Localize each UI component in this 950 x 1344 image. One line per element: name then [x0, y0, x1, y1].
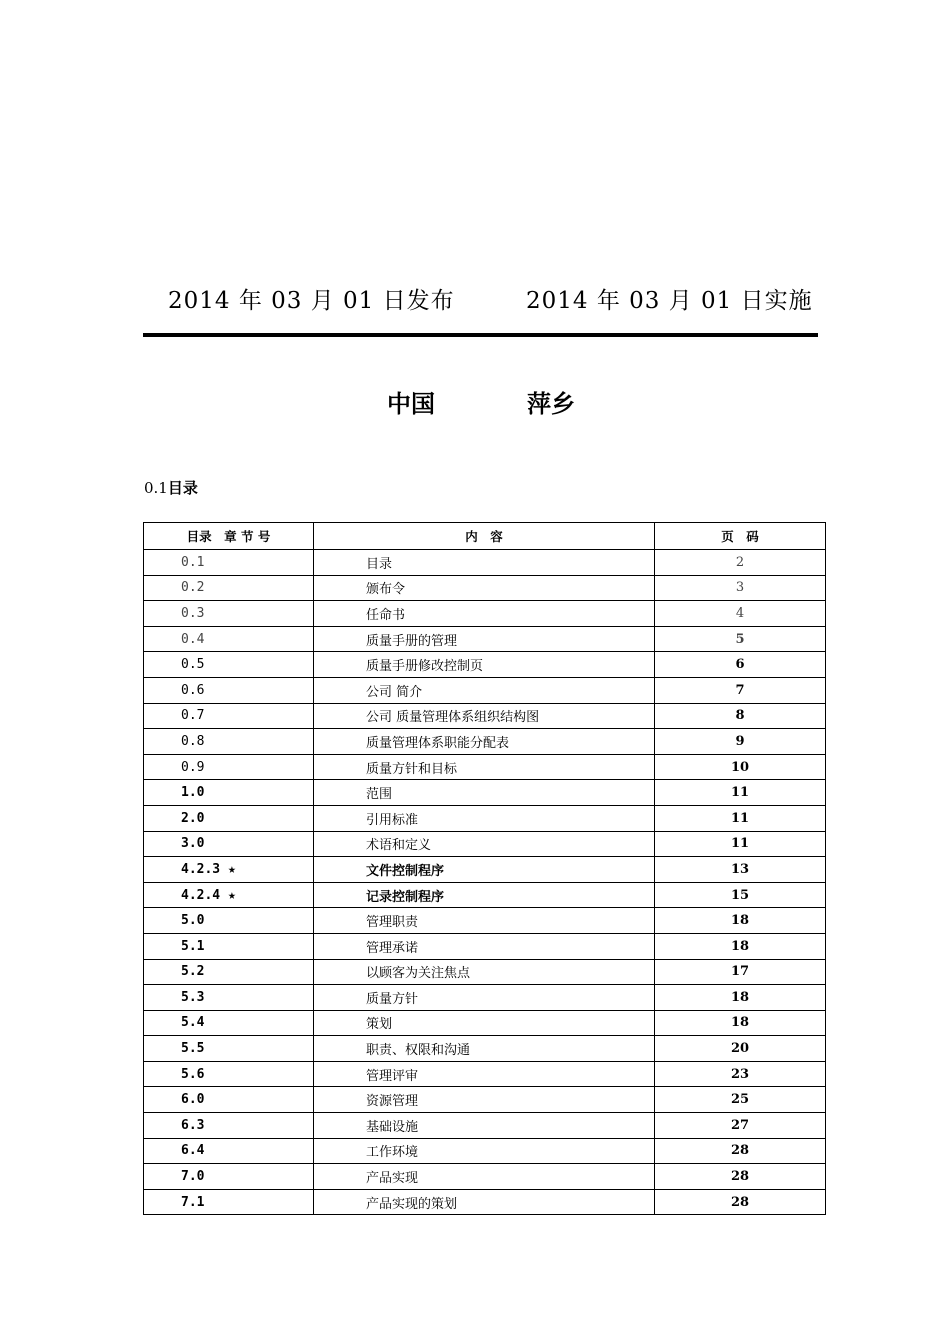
table-row — [144, 1036, 826, 1062]
row-page: 28 — [655, 1138, 826, 1164]
row-page: 10 — [655, 754, 826, 780]
row-content: 职责、权限和沟通 — [314, 1036, 655, 1062]
table-row — [144, 1087, 826, 1113]
row-section: 0.1 — [144, 550, 314, 576]
row-page: 28 — [655, 1164, 826, 1190]
row-content: 策划 — [314, 1010, 655, 1036]
row-page: 18 — [655, 933, 826, 959]
row-content: 公司 质量管理体系组织结构图 — [314, 703, 655, 729]
row-section: 7.0 — [144, 1164, 314, 1190]
section-number: 0.1 — [144, 479, 168, 497]
row-page: 18 — [655, 1010, 826, 1036]
row-page: 25 — [655, 1087, 826, 1113]
table-row — [144, 575, 826, 601]
row-page: 15 — [655, 882, 826, 908]
row-page: 5 — [655, 626, 826, 652]
row-page: 9 — [655, 729, 826, 755]
row-page: 6 — [655, 652, 826, 678]
row-page: 11 — [655, 831, 826, 857]
row-content: 质量方针 — [314, 985, 655, 1011]
table-row — [144, 959, 826, 985]
row-section: 5.4 — [144, 1010, 314, 1036]
row-page: 20 — [655, 1036, 826, 1062]
row-content: 以顾客为关注焦点 — [314, 959, 655, 985]
row-section: 0.4 — [144, 626, 314, 652]
row-page: 18 — [655, 908, 826, 934]
row-page: 23 — [655, 1061, 826, 1087]
row-content: 管理评审 — [314, 1061, 655, 1087]
row-page: 28 — [655, 1189, 826, 1215]
row-section: 0.9 — [144, 754, 314, 780]
table-row — [144, 550, 826, 576]
row-page: 11 — [655, 805, 826, 831]
table-row — [144, 754, 826, 780]
row-section: 7.1 — [144, 1189, 314, 1215]
row-content: 质量管理体系职能分配表 — [314, 729, 655, 755]
row-content: 产品实现的策划 — [314, 1189, 655, 1215]
table-row — [144, 985, 826, 1011]
header-section: 目录 章 节 号 — [144, 523, 314, 550]
table-row — [144, 780, 826, 806]
row-content: 公司 简介 — [314, 677, 655, 703]
table-body — [144, 550, 826, 1215]
table-row — [144, 601, 826, 627]
section-title: 目录 — [167, 479, 198, 497]
row-section: 5.2 — [144, 959, 314, 985]
row-page: 7 — [655, 677, 826, 703]
row-content: 质量手册修改控制页 — [314, 652, 655, 678]
table-row — [144, 1138, 826, 1164]
row-content: 管理承诺 — [314, 933, 655, 959]
row-page: 4 — [655, 601, 826, 627]
row-content: 质量方针和目标 — [314, 754, 655, 780]
row-content: 管理职责 — [314, 908, 655, 934]
table-header-row — [144, 523, 826, 550]
row-section: 5.0 — [144, 908, 314, 934]
row-section: 5.6 — [144, 1061, 314, 1087]
row-page: 17 — [655, 959, 826, 985]
table-row — [144, 1189, 826, 1215]
table-row — [144, 1010, 826, 1036]
table-row — [144, 1061, 826, 1087]
row-content: 目录 — [314, 550, 655, 576]
table-row — [144, 857, 826, 883]
row-section: 0.2 — [144, 575, 314, 601]
table-row — [144, 1164, 826, 1190]
row-section: 6.0 — [144, 1087, 314, 1113]
header-divider — [143, 333, 818, 337]
row-section: 6.3 — [144, 1113, 314, 1139]
row-page: 3 — [655, 575, 826, 601]
row-content: 基础设施 — [314, 1113, 655, 1139]
table-row — [144, 908, 826, 934]
row-section: 2.0 — [144, 805, 314, 831]
table-row — [144, 703, 826, 729]
row-section: 6.4 — [144, 1138, 314, 1164]
row-content: 颁布令 — [314, 575, 655, 601]
table-row — [144, 652, 826, 678]
header-page: 页 码 — [655, 523, 826, 550]
publish-date: 2014 年 03 月 01 日发布 — [168, 288, 455, 314]
country-label: 中国 — [387, 390, 435, 418]
header-content: 内 容 — [314, 523, 655, 550]
section-heading — [144, 477, 198, 498]
row-content: 任命书 — [314, 601, 655, 627]
row-section: 3.0 — [144, 831, 314, 857]
row-page: 8 — [655, 703, 826, 729]
row-content: 产品实现 — [314, 1164, 655, 1190]
implement-date: 2014 年 03 月 01 日实施 — [526, 288, 813, 314]
table-row — [144, 882, 826, 908]
row-content: 文件控制程序 — [314, 857, 655, 883]
row-page: 11 — [655, 780, 826, 806]
row-section: 5.3 — [144, 985, 314, 1011]
row-section: 4.2.3 ★ — [144, 857, 314, 883]
row-content: 记录控制程序 — [314, 882, 655, 908]
table-row — [144, 626, 826, 652]
table-row — [144, 805, 826, 831]
row-content: 质量手册的管理 — [314, 626, 655, 652]
row-section: 0.3 — [144, 601, 314, 627]
release-dates — [168, 282, 813, 318]
row-section: 0.6 — [144, 677, 314, 703]
row-content: 工作环境 — [314, 1138, 655, 1164]
row-page: 18 — [655, 985, 826, 1011]
row-section: 5.5 — [144, 1036, 314, 1062]
row-content: 引用标准 — [314, 805, 655, 831]
row-section: 1.0 — [144, 780, 314, 806]
table-row — [144, 933, 826, 959]
row-section: 0.7 — [144, 703, 314, 729]
row-section: 5.1 — [144, 933, 314, 959]
city-label: 萍乡 — [527, 390, 575, 418]
row-section: 4.2.4 ★ — [144, 882, 314, 908]
row-section: 0.8 — [144, 729, 314, 755]
table-row — [144, 677, 826, 703]
table-row — [144, 1113, 826, 1139]
row-page: 13 — [655, 857, 826, 883]
table-of-contents — [143, 522, 826, 1215]
row-content: 术语和定义 — [314, 831, 655, 857]
row-page: 27 — [655, 1113, 826, 1139]
table-row — [144, 729, 826, 755]
row-page: 2 — [655, 550, 826, 576]
row-content: 范围 — [314, 780, 655, 806]
row-section: 0.5 — [144, 652, 314, 678]
row-content: 资源管理 — [314, 1087, 655, 1113]
table-row — [144, 831, 826, 857]
